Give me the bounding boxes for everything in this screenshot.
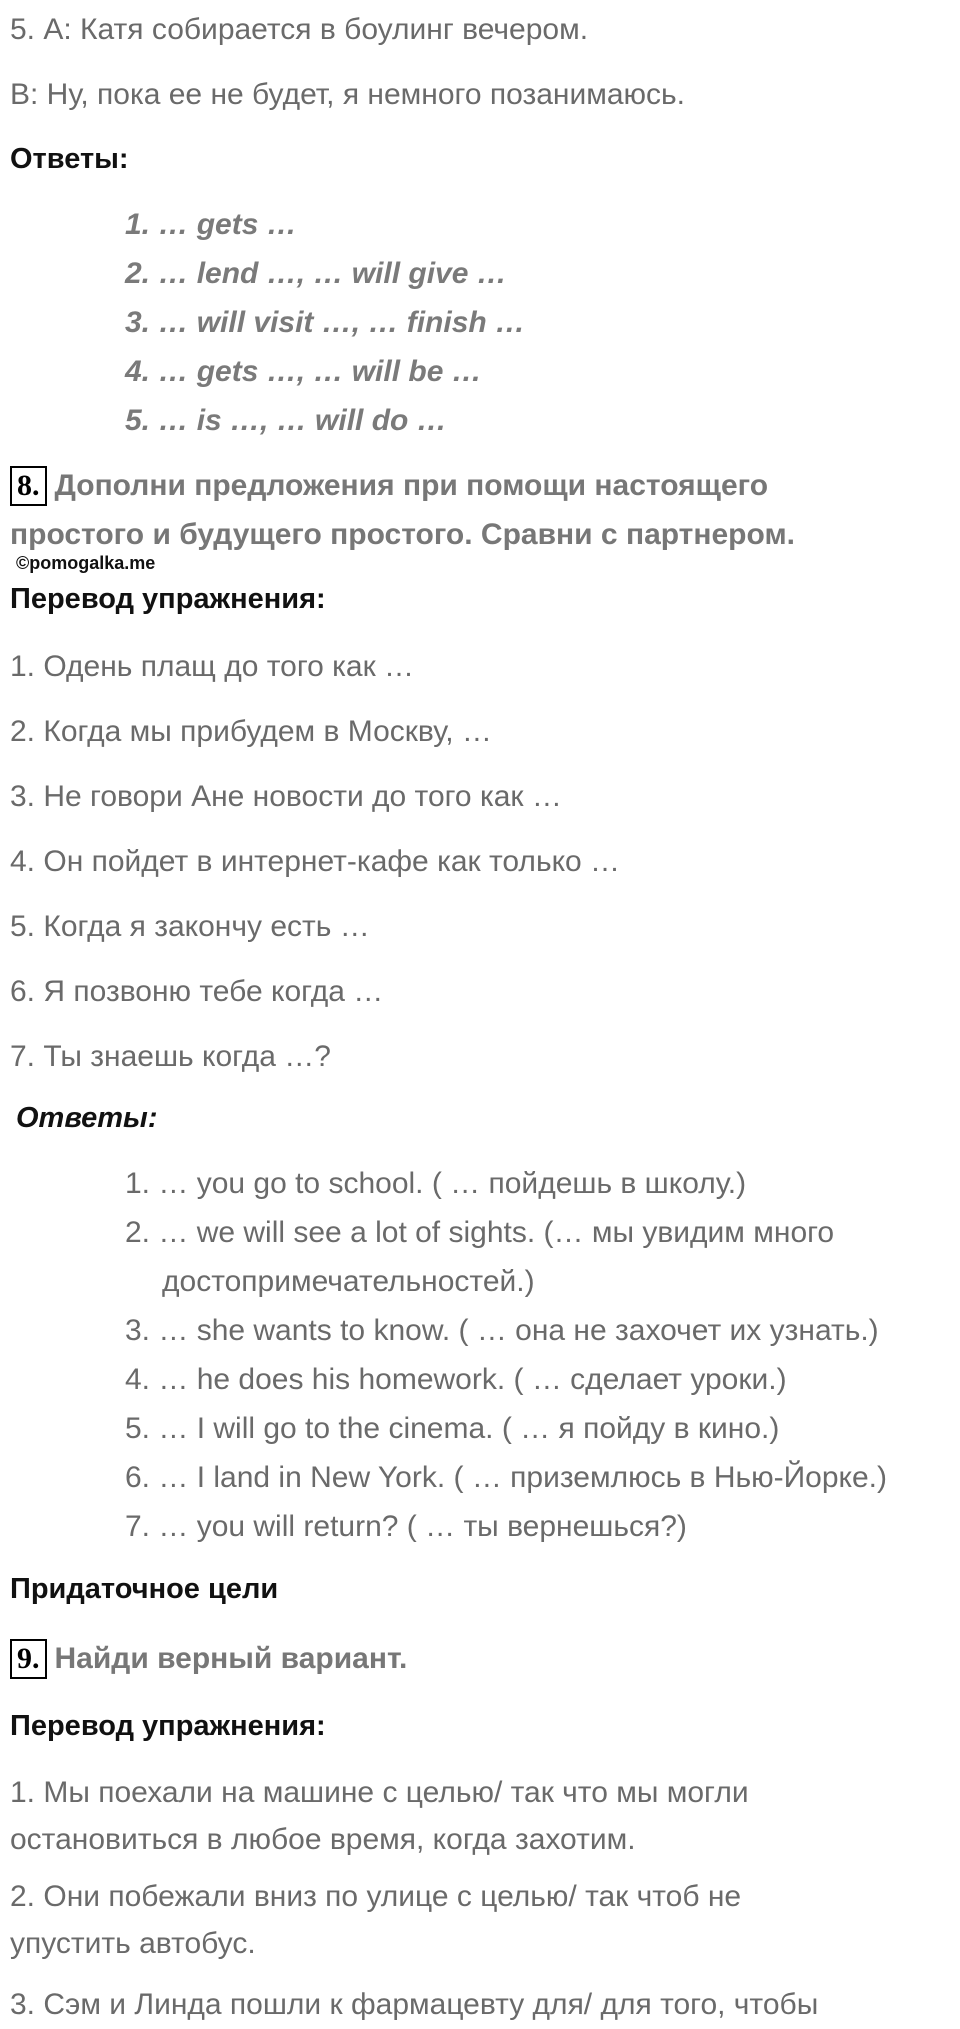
list-item: 3. Не говори Ане новости до того как … xyxy=(10,780,562,813)
translation-heading: Перевод упражнения: xyxy=(10,583,326,615)
list-item: 3. … she wants to know. ( … она не захочет их узнать.) xyxy=(125,1314,879,1347)
dialog-line-a: 5. А: Катя собирается в боулинг вечером. xyxy=(10,13,589,46)
list-item: 1. … gets … xyxy=(125,208,297,241)
exercise-title-text: Найди верный вариант. xyxy=(54,1642,408,1675)
translation-heading: Перевод упражнения: xyxy=(10,1710,326,1742)
exercise-title-line1: Дополни предложения при помощи настоящего xyxy=(54,469,769,502)
list-item: 2. … lend …, … will give … xyxy=(125,257,507,290)
list-item: 1. Мы поехали на машине с целью/ так что мы могли xyxy=(10,1776,749,1809)
list-item-continuation: упустить автобус. xyxy=(10,1927,256,1960)
list-item: 2. … we will see a lot of sights. (… мы увидим много xyxy=(125,1216,835,1249)
list-item: 2. Они побежали вниз по улице с целью/ так чтоб не xyxy=(10,1880,742,1913)
dialog-line-b: В: Ну, пока ее не будет, я немного позанимаюсь. xyxy=(10,78,685,111)
list-item: 4. … he does his homework. ( … сделает уроки.) xyxy=(125,1363,787,1396)
watermark: ©pomogalka.me xyxy=(16,553,156,573)
exercise-title xyxy=(10,463,768,509)
exercise-title xyxy=(10,1636,407,1682)
list-item: 5. Когда я закончу есть … xyxy=(10,910,370,943)
answers-heading: Ответы: xyxy=(16,1102,158,1134)
section-heading: Придаточное цели xyxy=(10,1573,279,1605)
list-item: 3. Сэм и Линда пошли к фармацевту для/ для того, чтобы xyxy=(10,1988,819,2021)
list-item: 7. Ты знаешь когда …? xyxy=(10,1040,331,1073)
list-item: 6. Я позвоню тебе когда … xyxy=(10,975,384,1008)
list-item: 6. … I land in New York. ( … приземлюсь в Нью-Йорке.) xyxy=(125,1461,888,1494)
exercise-title-line2: простого и будущего простого. Сравни с партнером. xyxy=(10,518,795,551)
list-item: 5. … I will go to the cinema. ( … я пойду в кино.) xyxy=(125,1412,780,1445)
list-item: 1. … you go to school. ( … пойдешь в школу.) xyxy=(125,1167,747,1200)
list-item: 4. Он пойдет в интернет-кафе как только … xyxy=(10,845,621,878)
list-item-continuation: достопримечательностей.) xyxy=(162,1265,535,1298)
list-item: 3. … will visit …, … finish … xyxy=(125,306,526,339)
list-item: 5. … is …, … will do … xyxy=(125,404,447,437)
list-item: 1. Одень плащ до того как … xyxy=(10,650,415,683)
exercise-number: 8. xyxy=(10,466,47,506)
list-item: 4. … gets …, … will be … xyxy=(125,355,482,388)
list-item: 7. … you will return? ( … ты вернешься?) xyxy=(125,1510,687,1543)
answers-heading: Ответы: xyxy=(10,143,129,175)
list-item: 2. Когда мы прибудем в Москву, … xyxy=(10,715,492,748)
list-item-continuation: остановиться в любое время, когда захотим. xyxy=(10,1823,636,1856)
exercise-number: 9. xyxy=(10,1639,47,1679)
